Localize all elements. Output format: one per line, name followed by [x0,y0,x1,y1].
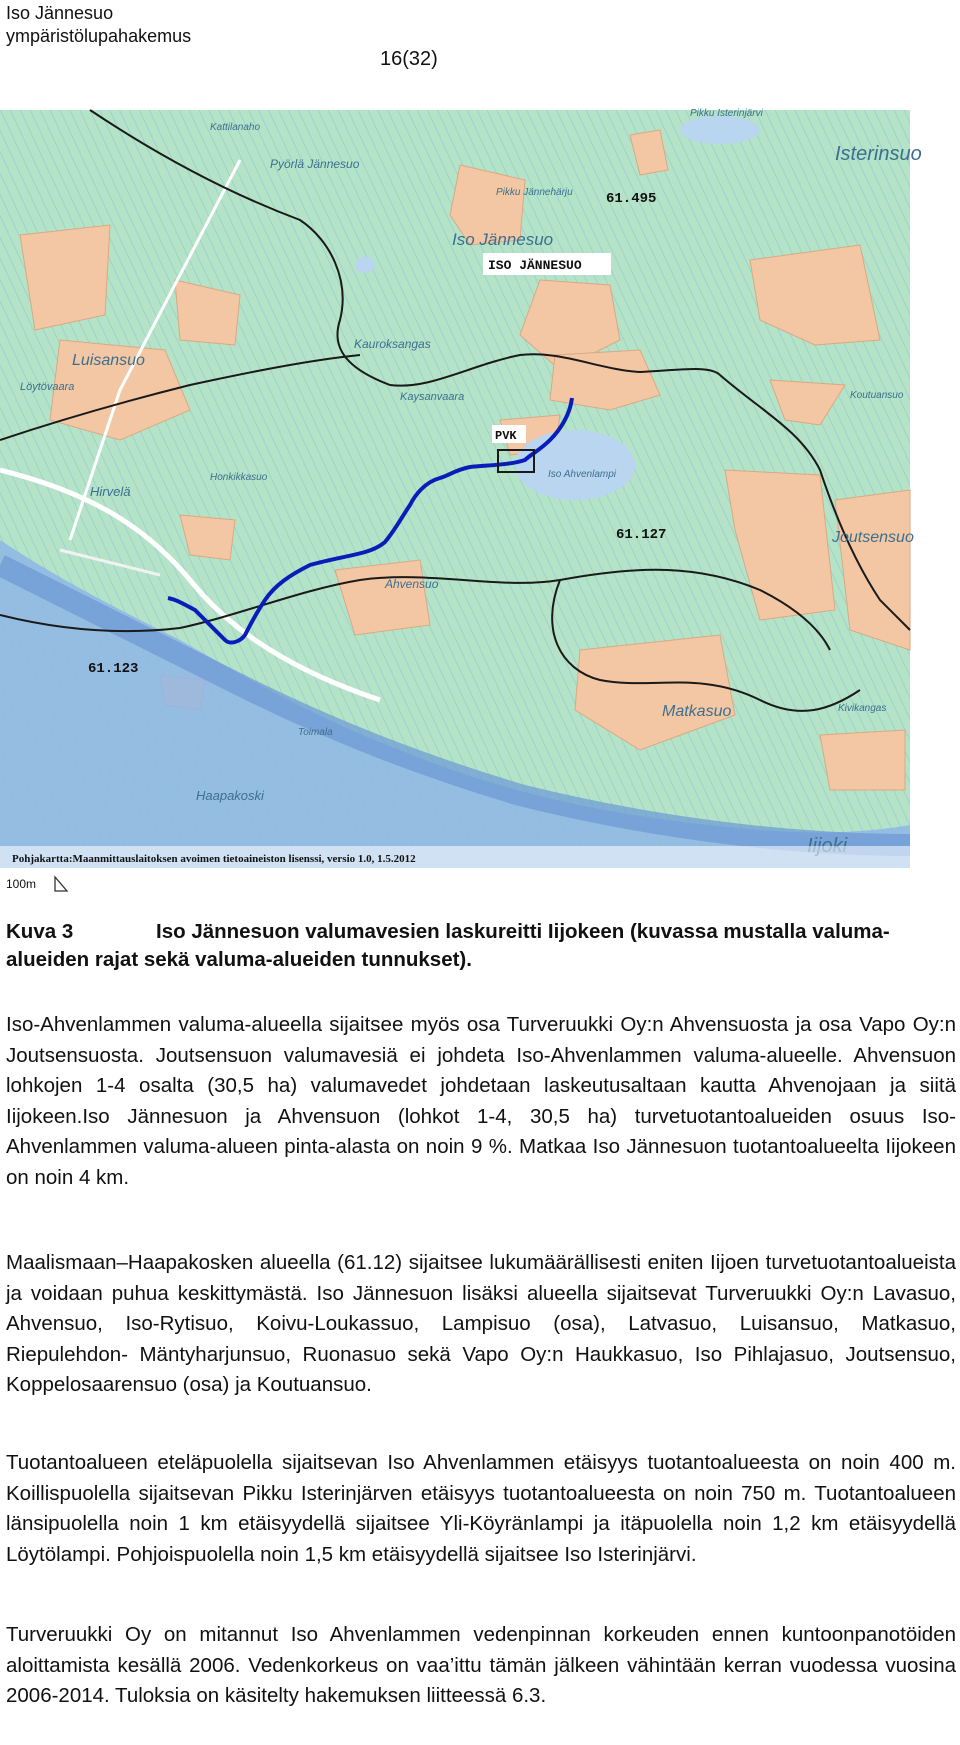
place-label: Koutuansuo [850,390,904,401]
paragraph-3: Tuotantoalueen eteläpuolella sijaitsevan Iso Ahvenlammen etäisyys tuotantoalueesta on noin 400 m. Koillispuolella sijaitsevan Pikku Isterinjärven etäisyys tuotantoalueesta on noin 750 m. Tuotantoalueen länsipuolella noin 1 km etäisyydellä sijaitsee Yli-Köyränlampi ja itäpuolella noin 1,2 km etäisyydellä Löytölampi. Pohjoispuolella noin 1,5 km etäisyydellä sijaitsee Iso Isterinjärvi. [6,1451,956,1566]
catchment-id-61-127: 61.127 [616,527,667,543]
catchment-id-61-495: 61.495 [606,191,657,207]
header-title: Iso Jännesuo [6,3,114,23]
place-label: Iso Jännesuo [452,230,554,249]
place-label: Kaysanvaara [400,391,465,403]
place-label: Toimala [298,727,333,738]
peat-area [820,730,905,790]
scale-text: 100m [6,877,37,891]
place-label: Löytövaara [20,381,75,393]
paragraph-1: Iso-Ahvenlammen valuma-alueella sijaitsee myös osa Turveruukki Oy:n Ahvensuosta ja osa Vapo Oy:n Joutsensuosta. Joutsensuon valumavesiä ei johdeta Iso-Ahvenlammen valuma-alueelle. Ahvensuon lohkojen 1-4 osalta (30,5 ha) valumavedet johdetaan laskeutusaltaan kautta Ahvenojaan ja siitä Iijokeen.Iso Jännesuon ja Ahvensuon (lohkot 1-4, 30,5 ha) turvetuotantoalueiden osuus Iso-Ahvenlammen valuma-alueen pinta-alasta on noin 9 %. Matkaa Iso Jännesuon tuotantoalueelta Iijokeen on noin 4 km. [6,1013,956,1189]
place-label: Pyörlä Jännesuo [270,157,360,171]
pond [355,257,375,273]
place-label: Iso Ahvenlampi [548,469,616,480]
site-label: ISO JÄNNESUO [488,258,582,273]
place-label: Haapakoski [196,788,264,803]
document-header [6,2,191,48]
map-scale [6,876,70,892]
caption-text: Iso Jännesuon valumavesien laskureitti Iijokeen (kuvassa mustalla valuma-alueiden rajat sekä valuma-alueiden tunnukset). [6,920,890,971]
place-label: Kattilanaho [210,122,261,133]
place-label: Kauroksangas [354,337,431,351]
place-label: Joutsensuo [832,529,914,546]
north-arrow-icon [52,876,70,892]
catchment-id-61-123: 61.123 [88,661,139,677]
place-label: Isterinsuo [835,143,922,165]
place-label: Pikku Jännehärju [496,187,573,198]
place-label: Kivikangas [838,703,887,714]
pvk-label: PVK [495,429,517,443]
lake-pikku-isterinjarvi [680,116,760,144]
place-label: Pikku Isterinjärvi [690,108,763,119]
place-label: Matkasuo [662,703,732,720]
map-source-credit: Pohjakartta:Maanmittauslaitoksen avoimen tietoaineiston lisenssi, versio 1.0, 1.5.2012 [12,853,416,865]
paragraph-2: Maalismaan–Haapakosken alueella (61.12) sijaitsee lukumäärällisesti eniten Iijoen turvetuotantoalueista ja voidaan puhua keskittymästä. Iso Jännesuon lisäksi alueella sijaitsevat Turveruukki Oy:n Lavasuo, Ahvensuo, Iso-Rytisuo, Koivu-Loukassuo, Lampisuo (osa), Latvasuo, Luisansuo, Matkasuo, Riepulehdon- Mäntyharjunsuo, Ruonasuo sekä Vapo Oy:n Haukkasuo, Iso Pihlajasuo, Joutsensuo, Koppelosaarensuo (osa) ja Koutuansuo. [6,1251,956,1397]
place-label: Honkikkasuo [210,472,268,483]
place-label: Ahvensuo [385,577,439,591]
page-number: 16(32) [380,48,438,70]
place-label: Luisansuo [72,352,145,369]
figure-caption [6,918,956,974]
place-label: Hirvelä [90,484,131,499]
header-subtitle: ympäristölupahakemus [6,26,192,46]
caption-label: Kuva 3 [6,920,74,943]
paragraph-4: Turveruukki Oy on mitannut Iso Ahvenlammen vedenpinnan korkeuden ennen kuntoonpanotöiden aloittamista kesällä 2006. Vedenkorkeus on vaa’ittu tämän jälkeen vähintään kerran vuodessa vuosina 2006-2014. Tuloksia on käsitelty hakemuksen liitteessä 6.3. [6,1623,956,1708]
peat-area [20,225,110,330]
catchment-map [0,108,922,868]
